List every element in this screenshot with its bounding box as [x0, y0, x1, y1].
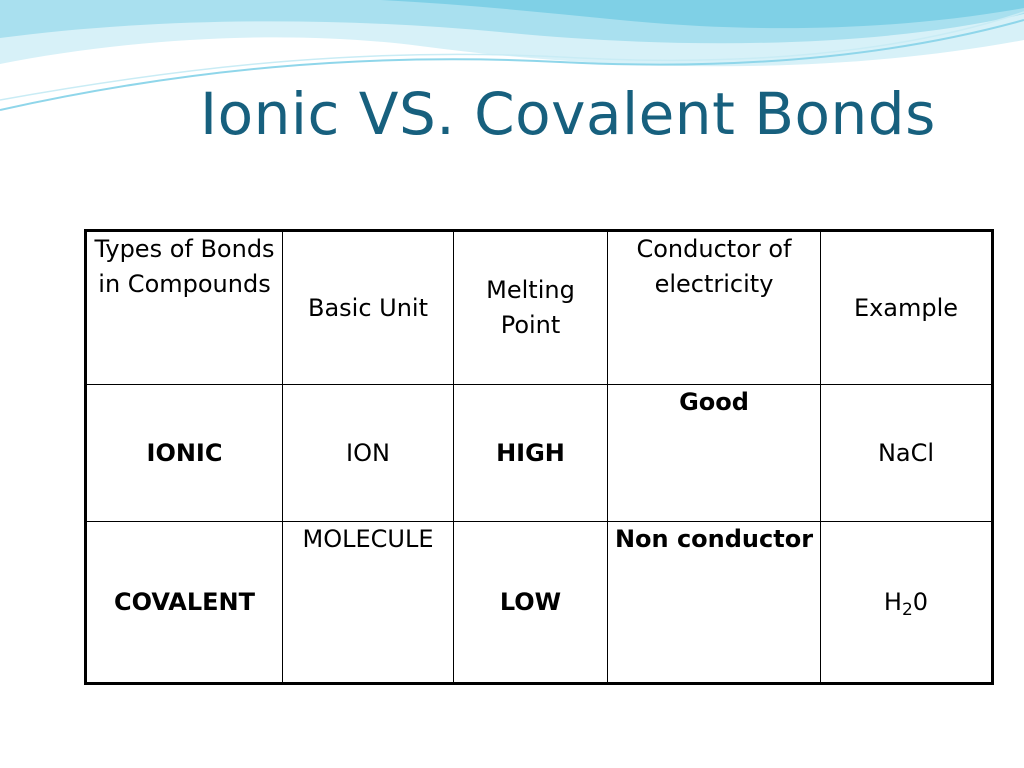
bonds-comparison-table — [84, 229, 994, 685]
cell-bond-type: IONIC — [86, 385, 283, 522]
table-row — [86, 385, 993, 522]
table-header-row — [86, 231, 993, 385]
header-types-of-bonds: Types of Bonds in Compounds — [86, 231, 283, 385]
table-row — [86, 522, 993, 684]
slide-title: Ionic VS. Covalent Bonds — [200, 80, 936, 148]
formula-base: H — [883, 587, 902, 616]
cell-example — [821, 522, 993, 684]
cell-basic-unit: MOLECULE — [283, 522, 454, 684]
header-example: Example — [821, 231, 993, 385]
cell-basic-unit: ION — [283, 385, 454, 522]
formula-subscript: 2 — [901, 599, 913, 620]
header-basic-unit: Basic Unit — [283, 231, 454, 385]
cell-conductor: Non conductor — [608, 522, 821, 684]
header-melting-point: Melting Point — [454, 231, 608, 385]
formula-rest: 0 — [912, 587, 929, 616]
cell-melting-point: LOW — [454, 522, 608, 684]
cell-example: NaCl — [821, 385, 993, 522]
header-conductor-of-electricity: Conductor of electricity — [608, 231, 821, 385]
cell-melting-point: HIGH — [454, 385, 608, 522]
cell-conductor: Good — [608, 385, 821, 522]
cell-bond-type: COVALENT — [86, 522, 283, 684]
